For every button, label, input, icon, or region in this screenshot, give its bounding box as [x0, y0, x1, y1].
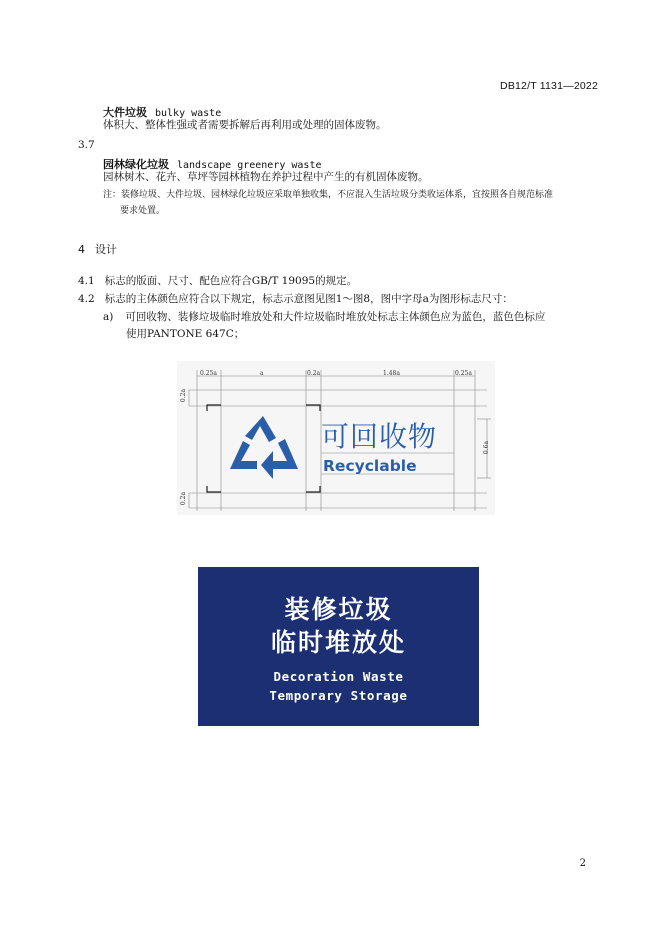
dim-label: 1.48a — [383, 370, 400, 377]
clause-number: 4.2 — [78, 293, 95, 305]
decoration-waste-sign — [198, 567, 479, 726]
clause-text: 标志的版面、尺寸、配色应符合GB/T 19095的规定。 — [104, 275, 358, 287]
list-item-text: 可回收物、装修垃圾临时堆放处和大件垃圾临时堆放处标志主体颜色应为蓝色，蓝色色标应 — [125, 311, 546, 323]
term-title-cn: 园林绿化垃圾 — [103, 158, 169, 171]
dim-label: 0.6a — [483, 440, 491, 455]
clause-text: 标志的主体颜色应符合以下规定，标志示意图见图1～图8，图中字母a为图形标志尺寸： — [104, 293, 513, 305]
dim-label: a — [260, 370, 264, 377]
sign-title-cn-line2: 临时堆放处 — [270, 628, 406, 657]
list-item-a — [103, 309, 545, 325]
term-number: 3.7 — [78, 139, 95, 151]
note-line-2: 要求处置。 — [120, 206, 166, 216]
term-definition: 园林树木、花卉、草坪等园林植物在养护过程中产生的有机固体废物。 — [103, 171, 429, 183]
sign-title-cn-line1: 装修垃圾 — [284, 595, 393, 624]
list-marker: a) — [103, 311, 114, 323]
term-title-en: bulky waste — [155, 108, 222, 119]
term-definition: 体积大、整体性强或者需要拆解后再利用或处理的固体废物。 — [103, 119, 387, 131]
section-number: 4 — [78, 243, 85, 256]
dim-label: 0.2a — [180, 491, 188, 506]
clause-4-1 — [78, 273, 357, 289]
standard-code: DB12/T 1131—2022 — [500, 80, 598, 92]
section-title: 设计 — [95, 243, 117, 256]
dim-label: 0.2a — [180, 388, 188, 403]
sign-layout-diagram — [177, 361, 495, 515]
clause-4-2 — [78, 291, 513, 307]
dim-label: 0.2a — [307, 370, 321, 377]
term-title-en: landscape greenery waste — [177, 160, 322, 171]
sign-title-en-line1: Decoration Waste — [273, 669, 404, 684]
sign-title-en-line2: Temporary Storage — [269, 688, 408, 703]
dim-label: 0.25a — [200, 370, 217, 377]
list-item-a-continued: 使用PANTONE 647C； — [126, 328, 245, 340]
page-number: 2 — [579, 858, 586, 869]
diagram-sign-title-en: Recyclable — [323, 457, 417, 475]
diagram-sign-title-cn: 可回收物 — [321, 420, 438, 453]
clause-number: 4.1 — [78, 275, 95, 287]
term-title-cn: 大件垃圾 — [103, 106, 147, 119]
section-heading — [78, 241, 117, 257]
recycle-icon — [230, 416, 298, 479]
note-line-1: 注：装修垃圾、大件垃圾、园林绿化垃圾应采取单独收集，不应混入生活垃圾分类收运体系，宜按照各自规范标准 — [103, 190, 554, 200]
dim-label: 0.25a — [455, 370, 472, 377]
